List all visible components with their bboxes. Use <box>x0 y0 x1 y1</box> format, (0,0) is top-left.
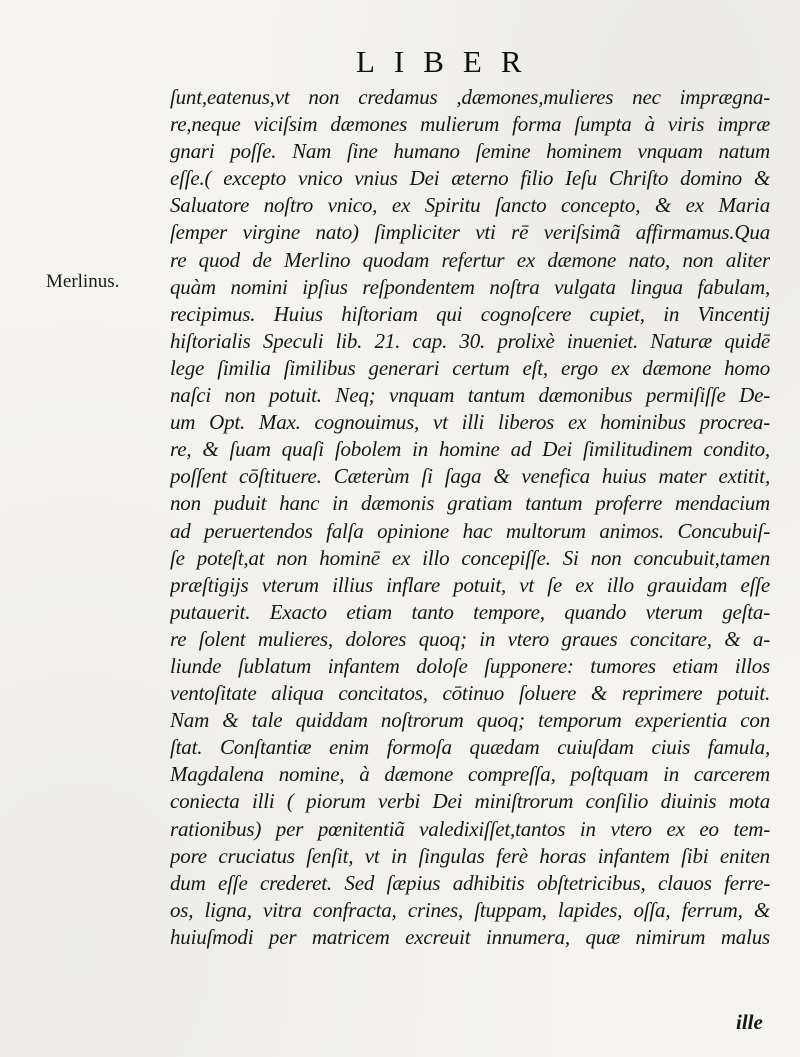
text-line: Magdalena nomine, à dæmone compreſſa, poſtquam in carcerem <box>170 762 770 787</box>
text-line: re ſolent mulieres, dolores quoq; in vtero graues concitare, & a- <box>170 626 770 651</box>
text-line: os, ligna, vitra confracta, crines, ſtuppam, lapides, oſſa, ferrum, & <box>170 897 770 922</box>
text-line: ventoſitate aliqua concitatos, cōtinuo ſoluere & reprimere potuit. <box>170 681 770 706</box>
text-line: coniecta illi ( piorum verbi Dei miniſtrorum conſilio diuinis mota <box>170 789 770 814</box>
running-head: LIBER <box>356 44 541 79</box>
text-line: huiuſmodi per matricem excreuit innumera, quæ nimirum malus <box>170 924 770 949</box>
text-line: re,neque viciſsim dæmones mulierum forma ſumpta à viris impræ <box>170 112 770 137</box>
text-line: rationibus) per pœnitentiã valedixiſſet,tantos in vtero ex eo tem- <box>170 816 770 841</box>
text-line: ſe poteſt,at non hominē ex illo concepiſſe. Si non concubuit,tamen <box>170 545 770 570</box>
text-line: ad peruertendos falſa opinione hac multorum animos. Concubuiſ- <box>170 518 770 543</box>
text-line: eſſe.( excepto vnico vnius Dei æterno filio Ieſu Chriſto domino & <box>170 166 770 191</box>
text-line: naſci non potuit. Neq; vnquam tantum dæmonibus permiſiſſe De- <box>170 383 770 408</box>
text-line: pore cruciatus ſenſit, vt in ſingulas ferè horas infantem ſibi eniten <box>170 843 770 868</box>
text-line: præſtigijs vterum illius inflare potuit, vt ſe ex illo grauidam eſſe <box>170 572 770 597</box>
text-line: quàm nomini ipſius reſpondentem noſtra vulgata lingua fabulam, <box>170 274 770 299</box>
text-line: ſemper virgine nato) ſimpliciter vti rē veriſsimã affirmamus.Qua <box>170 220 770 245</box>
text-line: Saluatore noſtro vnico, ex Spiritu ſancto concepto, & ex Maria <box>170 193 770 218</box>
text-line: poſſent cōſtituere. Cæterùm ſi ſaga & venefica huius mater extitit, <box>170 464 770 489</box>
text-line: recipimus. Huius hiſtoriam qui cognoſcere cupiet, in Vincentij <box>170 301 770 326</box>
text-line: um Opt. Max. cognouimus, vt illi liberos ex hominibus procrea- <box>170 410 770 435</box>
text-line: hiſtorialis Speculi lib. 21. cap. 30. prolixè inueniet. Naturæ quidē <box>170 328 770 353</box>
text-line: dum eſſe crederet. Sed ſæpius adhibitis obſtetricibus, clauos ferre- <box>170 870 770 895</box>
text-line: ſunt,eatenus,vt non credamus ,dæmones,mulieres nec imprægna- <box>170 85 770 109</box>
text-line: lege ſimilia ſimilibus generari certum eſt, ergo ex dæmone homo <box>170 355 770 380</box>
text-line: ſtat. Conſtantiæ enim formoſa quædam cuiuſdam ciuis famula, <box>170 735 770 760</box>
text-line: non puduit hanc in dæmonis gratiam tantum proferre mendacium <box>170 491 770 516</box>
marginal-note: Merlinus. <box>46 271 120 292</box>
text-line: re quod de Merlino quodam refertur ex dæmone nato, non aliter <box>170 247 770 272</box>
text-line: Nam & tale quiddam noſtrorum quoq; temporum experientia con <box>170 708 770 733</box>
text-line: putauerit. Exacto etiam tanto tempore, quando vterum geſta- <box>170 599 770 624</box>
text-line: liunde ſublatum infantem doloſe ſupponere: tumores etiam illos <box>170 653 770 678</box>
catchword: ille <box>736 1010 763 1034</box>
text-line: re, & ſuam quaſi ſobolem in homine ad Dei ſimilitudinem condito, <box>170 437 770 462</box>
text-line: gnari poſſe. Nam ſine humano ſemine hominem vnquam natum <box>170 139 770 164</box>
body-text <box>170 84 770 951</box>
